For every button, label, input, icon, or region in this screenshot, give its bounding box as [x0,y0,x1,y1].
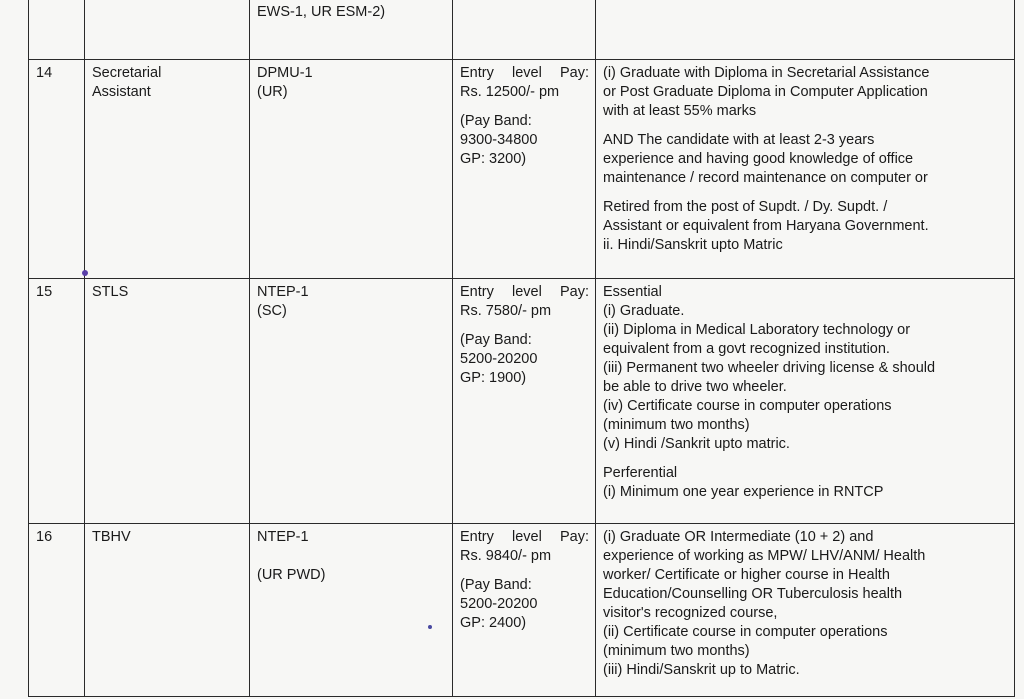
qualification-line: be able to drive two wheeler. [603,379,787,395]
qualification-paragraph [603,283,1008,454]
pay-band-line: GP: 1900) [460,370,527,386]
qualification-line: (ii) Certificate course in computer operations [603,624,888,640]
table-row [29,60,1015,279]
post-name-line: Assistant [92,84,151,100]
post-name-cell [85,279,250,524]
spacer [603,188,1008,198]
qualification-line: Retired from the post of Supdt. / Dy. Supdt. / [603,199,888,215]
pay-label [460,64,589,83]
ink-dot [428,625,432,629]
pay-band-line: GP: 2400) [460,615,527,631]
category-cell [250,60,453,279]
qualification-line: visitor's recognized course, [603,605,778,621]
serial-number-cell [29,0,85,60]
qualification-line: (ii) Diploma in Medical Laboratory technology or [603,322,911,338]
spacer [603,121,1008,131]
pay-band-line: (Pay Band: [460,113,532,129]
qualification-paragraph [603,198,1008,255]
table-row [29,0,1015,60]
qualification-line: or Post Graduate Diploma in Computer Application [603,84,928,100]
pay-amount: Rs. 7580/- pm [460,303,552,319]
post-name-line: TBHV [92,529,131,545]
qualification-line: worker/ Certificate or higher course in Health [603,567,890,583]
pay-label-word: level [512,284,542,300]
table-row [29,524,1015,697]
pay-amount: Rs. 9840/- pm [460,548,552,564]
pay-cell [453,60,596,279]
qualification-line: (i) Graduate OR Intermediate (10 + 2) and [603,529,874,545]
pay-label-word: level [512,65,542,81]
category-line: EWS-1, UR ESM-2) [257,4,386,20]
pay-label [460,528,589,547]
qualification-cell [596,60,1015,279]
pay-cell [453,524,596,697]
post-name-cell [85,0,250,60]
qualification-line: Assistant or equivalent from Haryana Government. [603,218,929,234]
qualification-line: (v) Hindi /Sankrit upto matric. [603,436,790,452]
pay-label-word: Entry [460,65,494,81]
pay-cell [453,279,596,524]
pay-cell [453,0,596,60]
category-line [257,547,446,566]
post-name-line: Secretarial [92,65,162,81]
spacer [603,454,1008,464]
qualification-line: (i) Graduate. [603,303,685,319]
spacer [460,566,589,576]
qualification-line: experience of working as MPW/ LHV/ANM/ Health [603,548,926,564]
pay-amount: Rs. 12500/- pm [460,84,560,100]
pay-label-word: Entry [460,284,494,300]
category-cell [250,0,453,60]
qualification-paragraph [603,464,1008,502]
qualification-line: with at least 55% marks [603,103,757,119]
pay-label-word: level [512,529,542,545]
category-cell [250,524,453,697]
qualification-paragraph [603,64,1008,121]
qualification-line: (i) Graduate with Diploma in Secretarial Assistance [603,65,930,81]
qualification-paragraph [603,528,1008,680]
serial-number-cell: 16 [29,524,85,697]
qualification-line: Perferential [603,465,678,481]
pay-label-word: Pay: [559,529,589,545]
pay-band-line: 5200-20200 [460,596,538,612]
table-row [29,279,1015,524]
serial-number-cell: 14 [29,60,85,279]
pay-band-line: (Pay Band: [460,332,532,348]
spacer [460,321,589,331]
qualification-cell [596,279,1015,524]
pay-band-line: (Pay Band: [460,577,532,593]
qualification-line: Essential [603,284,662,300]
pay-band-line: 9300-34800 [460,132,538,148]
category-line: (UR) [257,84,288,100]
qualification-cell [596,0,1015,60]
post-name-cell [85,60,250,279]
qualification-line: ii. Hindi/Sanskrit upto Matric [603,237,783,253]
pay-label-word: Pay: [559,284,589,300]
qualification-line: AND The candidate with at least 2-3 years [603,132,875,148]
category-line: DPMU-1 [257,65,313,81]
recruitment-table [28,0,1015,697]
qualification-line: maintenance / record maintenance on computer or [603,170,928,186]
qualification-line: equivalent from a govt recognized institution. [603,341,890,357]
category-line: (SC) [257,303,287,319]
post-name-line: STLS [92,284,129,300]
qualification-paragraph [603,131,1008,188]
serial-number-cell: 15 [29,279,85,524]
qualification-line: Education/Counselling OR Tuberculosis health [603,586,903,602]
category-line: (UR PWD) [257,567,326,583]
ink-dot [82,270,88,276]
category-line: NTEP-1 [257,284,309,300]
qualification-line: experience and having good knowledge of office [603,151,914,167]
post-name-cell [85,524,250,697]
category-cell [250,279,453,524]
qualification-line: (iii) Hindi/Sanskrit up to Matric. [603,662,800,678]
spacer [460,102,589,112]
qualification-line: (iv) Certificate course in computer operations [603,398,892,414]
qualification-line: (i) Minimum one year experience in RNTCP [603,484,884,500]
pay-label-word: Pay: [559,65,589,81]
category-line: NTEP-1 [257,529,309,545]
pay-band-line: 5200-20200 [460,351,538,367]
qualification-line: (minimum two months) [603,417,750,433]
qualification-line: (iii) Permanent two wheeler driving license & should [603,360,936,376]
qualification-line: (minimum two months) [603,643,750,659]
pay-label-word: Entry [460,529,494,545]
qualification-cell [596,524,1015,697]
pay-band-line: GP: 3200) [460,151,527,167]
pay-label [460,283,589,302]
